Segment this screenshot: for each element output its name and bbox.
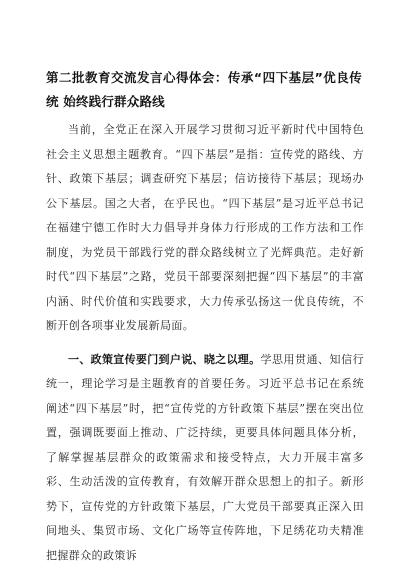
section-one-paragraph (46, 348, 364, 569)
document-title: 第二批教育交流发言心得体会：传承“四下基层”优良传统 始终践行群众路线 (46, 70, 362, 109)
section-one-text: 学思用贯通、知信行统一，理论学习是主题教育的首要任务。习近平总书记在系统阐述“四下基层”时，把“宣传党的方针政策下基层”摆在突出位置，强调既要面上推动、广泛持续，更要具体问题具体分析，了解掌握基层群众的政策需求和接受特点，大力开展丰富多彩、生动活泼的宣传教育，有效解开群众思想上的扣子。新形势下，宣传党的方针政策下基层，广大党员干部要真正深入田间地头、集贸市场、文化广场等宣传阵地，下足绣花功夫精准把握群众的政策诉 (46, 352, 364, 562)
section-one-heading: 一、政策宣传要门到户说、晓之以理。 (68, 352, 261, 366)
document-body (46, 118, 364, 577)
intro-paragraph-text: 当前，全党正在深入开展学习贯彻习近平新时代中国特色社会主义思想主题教育。“四下基层”是指：宣传党的路线、方针、政策下基层；调查研究下基层；信访接待下基层；现场办公下基层。国之大者，在乎民也。“四下基层”是习近平总书记在福建宁德工作时大力倡导并身体力行形成的工作方法和工作制度，为党员干部践行党的群众路线树立了光辉典范。走好新时代“四下基层”之路，党员干部要深刻把握“四下基层”的丰富内涵、时代价值和实践要求，大力传承弘扬这一优良传统，不断开创各项事业发展新局面。 (46, 123, 364, 332)
intro-paragraph (46, 118, 364, 339)
